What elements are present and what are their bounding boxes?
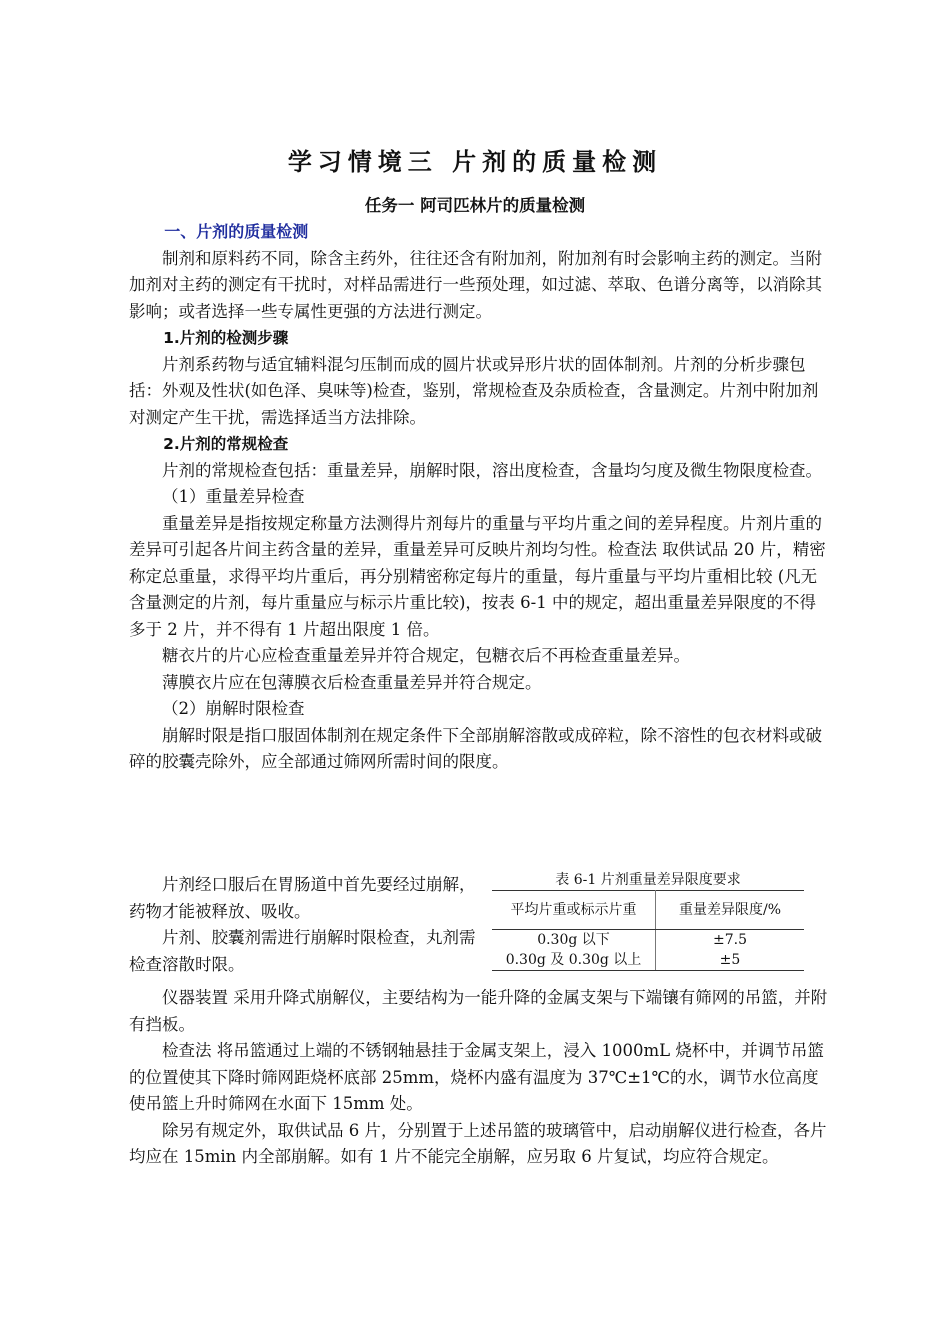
item-heading: （1）重量差异检查: [162, 487, 305, 506]
paragraph: 薄膜衣片应在包薄膜衣后检查重量差异并符合规定。: [162, 672, 542, 692]
table-header-cell: 重量差异限度/%: [656, 891, 805, 930]
paragraph: 片剂经口服后在胃肠道中首先要经过崩解，药物才能被释放、吸收。: [129, 875, 476, 921]
paragraph: 仪器装置 采用升降式崩解仪，主要结构为一能升降的金属支架与下端镶有筛网的吊篮，并附有挡板。: [129, 988, 828, 1034]
subsection-heading: 1.片剂的检测步骤: [163, 329, 289, 347]
task-subtitle: 任务一 阿司匹林片的质量检测: [364, 196, 586, 215]
paragraph: 糖衣片的片心应检查重量差异并符合规定，包糖衣后不再检查重量差异。: [162, 646, 690, 665]
table-cell: 0.30g 以下: [492, 930, 656, 951]
table-row: [492, 950, 804, 971]
paragraph: 片剂、胶囊剂需进行崩解时限检查，丸剂需检查溶散时限。: [129, 928, 476, 974]
side-text-column: [129, 872, 481, 978]
paragraph: 片剂系药物与适宜辅料混匀压制而成的圆片状或异形片状的固体制剂。片剂的分析步骤包括：外观及性状(如色泽、臭味等)检查，鉴别，常规检查及杂质检查，含量测定。片剂中附加剂对测定产生干扰，需选择适当方法排除。: [129, 354, 819, 427]
page-title: 学习情境三 片剂的质量检测: [287, 148, 663, 176]
table-header-cell: 平均片重或标示片重: [492, 891, 656, 930]
paragraph: 检查法 将吊篮通过上端的不锈钢轴悬挂于金属支架上，浸入 1000mL 烧杯中，并调节吊篮的位置使其下降时筛网距烧杯底部 25mm，烧杯内盛有温度为 37℃±1℃的水，调节水位高度使吊篮上升时筛网在水面下 15mm 处。: [129, 1041, 824, 1113]
table-cell: ±7.5: [713, 931, 747, 948]
table-caption: 表 6-1 片剂重量差异限度要求: [555, 872, 741, 888]
table-cell: 0.30g 及 0.30g 以上: [492, 950, 656, 971]
table-row: [492, 930, 804, 951]
section-disintegration-cont: [129, 985, 829, 1171]
paragraph: 重量差异是指按规定称量方法测得片剂每片的重量与平均片重之间的差异程度。片剂片重的差异可引起各片间主药含量的差异，重量差异可反映片剂均匀性。检查法 取供试品 20 片，精密称定总重量，求得平均片重后，再分别精密称定每片的重量，每片重量与平均片重相比较 (凡无含量测定的片剂，每片重量应与标示片重比较)，按表 6-1 中的规定，超出重量差异限度的不得多于 2 片，并不得有 1 片超出限度 1 倍。: [129, 513, 826, 639]
item-heading: （2）崩解时限检查: [162, 699, 305, 718]
paragraph: 除另有规定外，取供试品 6 片，分别置于上述吊篮的玻璃管中，启动崩解仪进行检查，各片均应在 15min 内全部崩解。如有 1 片不能完全崩解，应另取 6 片复试，均应符合规定。: [129, 1120, 827, 1166]
table: [492, 890, 804, 971]
section-quality-check: [129, 219, 829, 776]
section-heading: 一、片剂的质量检测: [164, 222, 309, 241]
table-cell: ±5: [656, 950, 805, 971]
paragraph: 制剂和原料药不同，除含主药外，往往还含有附加剂，附加剂有时会影响主药的测定。当附加剂对主药的测定有干扰时，对样品需进行一些预处理，如过滤、萃取、色谱分离等，以消除其影响；或者选择一些专属性更强的方法进行测定。: [129, 248, 822, 321]
subsection-heading: 2.片剂的常规检查: [163, 435, 289, 453]
weight-difference-table: [492, 872, 804, 971]
paragraph: 崩解时限是指口服固体制剂在规定条件下全部崩解溶散或成碎粒，除不溶性的包衣材料或破碎的胶囊壳除外，应全部通过筛网所需时间的限度。: [129, 725, 822, 771]
paragraph: 片剂的常规检查包括：重量差异，崩解时限，溶出度检查，含量均匀度及微生物限度检查。: [162, 460, 822, 480]
